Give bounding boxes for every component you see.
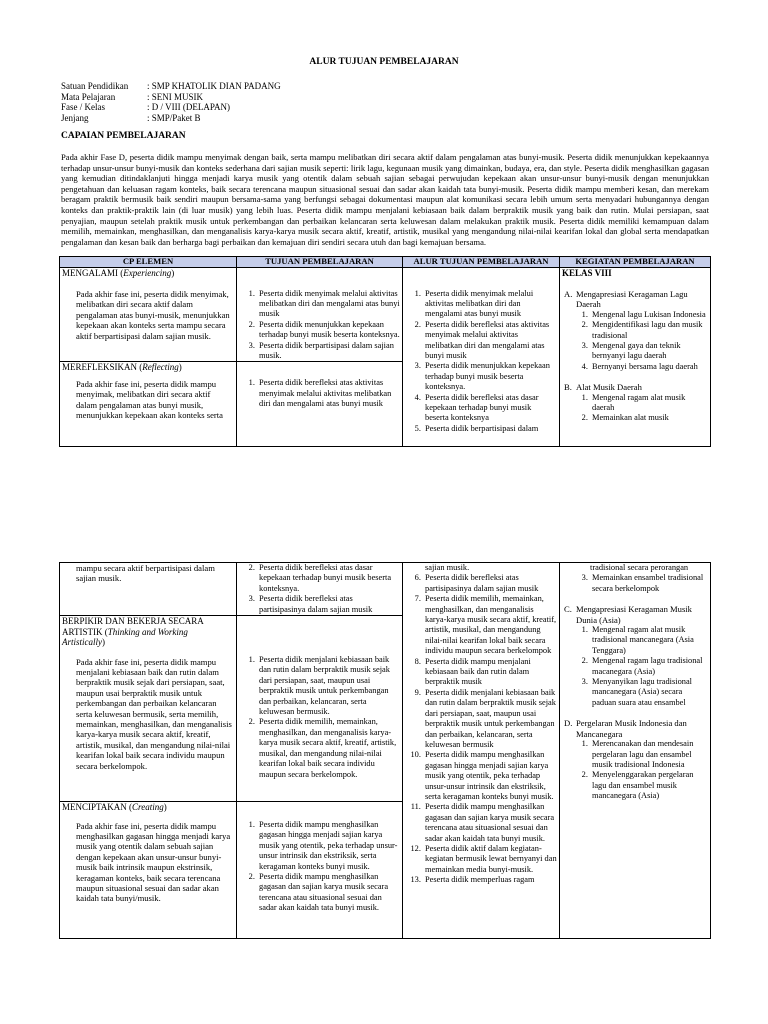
element-name: BERPIKIR DAN BEKERJA SECARA ARTISTIK — [62, 616, 204, 637]
meta-value: : SMP KHATOLIK DIAN PADANG — [147, 81, 281, 91]
activity-continued: tradisional secara perorangan — [590, 563, 689, 572]
list-item: 6. Peserta didik berefleksi atas partisipasinya dalam sajian musik — [423, 573, 557, 594]
element-name: MENCIPTAKAN — [62, 802, 127, 813]
activity-list-a — [562, 310, 708, 372]
table-row — [60, 267, 711, 362]
group-marker: C. — [564, 604, 572, 615]
element-english: Creating — [132, 802, 164, 813]
meta-value: : D / VIII (DELAPAN) — [147, 102, 230, 112]
list-item: 1. Mengenal ragam alat musik tradisional mancanegara (Asia Tenggara) — [590, 625, 708, 656]
list-item: 4. Peserta didik berefleksi atas dasar kepekaan terhadap bunyi musik beserta konteksnya — [423, 393, 557, 424]
list-item: 10. Peserta didik mampu menghasilkan gagasan hingga menjadi sajian karya musik yang otentik, peka terhadap unsur-unsur intrinsik dan ekstriksik, serta keragaman konteks bunyi musik. — [423, 750, 557, 802]
group-title: Mengapresiasi Keragaman Musik Dunia (Asia) — [576, 604, 692, 625]
list-item: 3. Menyanyikan lagu tradisional mancanegara (Asia) secara paduan suara atau ensambel — [590, 677, 708, 708]
activity-list-d — [562, 739, 708, 801]
list-item: 3. Mengenal gaya dan teknik bernyanyi lagu daerah — [590, 341, 708, 362]
list-item: 2. Peserta didik mampu menghasilkan gagasan dan sajian karya musik secara terencana atau situasional sesuai dan sadar akan kaidah tata bunyi musik. — [257, 872, 400, 914]
element-description: Pada akhir fase ini, peserta didik mampu menghasilkan gagasan hingga menjadi karya musik yang otentik dalam sebuah sajian dengan kepekaan akan unsur-unsur bunyi-musik baik intrinsik maupun ekstrinsik, keragaman konteks, baik secara terencana maupun situasional sesuai dan sadar akan kaidah tata bunyi/musik. — [76, 820, 231, 904]
tujuan-wrap — [239, 362, 400, 426]
kelas-label: KELAS VIII — [562, 267, 612, 278]
alur-continued: sajian musik. — [425, 563, 470, 572]
element-title: MENCIPTAKAN (Creating) — [62, 802, 167, 813]
element-menciptakan-cell — [60, 802, 237, 939]
table-header-row — [60, 257, 711, 268]
cp-table-page2 — [59, 562, 711, 939]
element-english: Reflecting — [142, 362, 179, 373]
list-item: 2. Memainkan alat musik — [590, 413, 708, 423]
meta-value: : SMP/Paket B — [147, 112, 201, 123]
activity-group-d — [562, 718, 708, 739]
element-english: Experiencing — [123, 267, 172, 278]
element-description: Pada akhir fase ini, peserta didik mampu menjalani kebiasaan baik dan rutin dalam berpraktik musik sejak dari persiapan, saat, maupun usai berpraktik musik untuk perkembangan dan perbaikan kelancaran serta keluwesan bermusik, serta memilih, memainkan, menghasilkan, dan menganalisis karya-karya musik secara aktif, kreatif, artistik, musikal, dan mengandung nilai-nilai kearifan lokal baik secara individu maupun secara berkelompok. — [76, 656, 232, 771]
list-item: 2. Peserta didik memilih, memainkan, menghasilkan, dan menganalisis karya-karya musik secara aktif, kreatif, artistik, musikal, dan mengandung nilai-nilai kearifan lokal baik secara individu maupun secara berkelompok. — [257, 717, 400, 779]
header-alur: ALUR TUJUAN PEMBELAJARAN — [403, 257, 560, 268]
meta-label: Mata Pelajaran — [61, 91, 116, 102]
element-berpikir-cell — [60, 616, 237, 802]
header-kegiatan: KEGIATAN PEMBELAJARAN — [560, 257, 711, 268]
list-item: 1. Peserta didik mampu menghasilkan gagasan hingga menjadi sajian karya musik yang otentik, peka terhadap unsur-unsur intrinsik dan ekstriksik, serta keragaman konteks bunyi musik. — [257, 820, 400, 872]
element-wrap — [62, 362, 234, 426]
list-item: 12. Peserta didik aktif dalam kegiatan-kegiatan bermusik lewat bernyanyi dan memainkan media bunyi-musik. — [423, 844, 557, 875]
header-cp-elemen: CP ELEMEN — [60, 257, 237, 268]
element-description-continued: mampu secara aktif berpartisipasi dalam sajian musik. — [76, 563, 215, 584]
tujuan-list — [239, 563, 400, 615]
capaian-paragraph: Pada akhir Fase D, peserta didik mampu menyimak dengan baik, serta mampu melibatkan diri secara aktif dalam pengalaman atas bunyi-musik. Peserta didik menunjukkan kepekaannya terhadap unsur-unsur bunyi-musik dan konteks sederhana dari sajian musik seperti: lirik lagu, kegunaan musik yang dimainkan, budaya, era, dan style. Peserta didik menghasilkan gagasan yang kemudian ditindaklanjuti hingga menjadi karya musik yang otentik dalam sebuah sajian sebagai perwujudan kepekaan akan unsur-unsur bunyi-musik dengan menunjukkan pengetahuan dan keluasan ragam konteks, baik secara terencana maupun situasional sesuai dan sadar akan kaidah tata bunyi-musik. Peserta didik mampu memberi kesan, dan merekam beragam praktik bermusik baik sendiri maupun bersama-sama yang berfungsi sebagai dokumentasi maupun alat komunikasi secara lebih umum serta menyadari hubungannya dengan konteks dan praktik-praktik lain (di luar musik) yang lebih luas. Peserta didik mampu menjalani kebiasaan baik dalam berpraktik musik yang baik dan rutin. Mulai persiapan, saat penyajian, maupun setelah praktik musik untuk perkembangan dan perbaikan kelancaran serta keluwesan dalam melakukan praktik musik. Peserta didik memiliki kemampuan dalam memilih, memainkan, menghasilkan, dan menganalisis karya-karya musik secara aktif, kreatif, artistik, musikal yang mengandung nilai-nilai kearifan lokal dan global serta mendapatkan pengalaman dan kesan baik dan berharga bagi perbaikan dan kemajuan diri sendiri secara utuh dan bagi kemajuan bersama. — [61, 152, 709, 247]
activity-group-c — [562, 604, 708, 625]
meta-row-level — [61, 113, 281, 124]
tujuan-cell-3 — [237, 616, 403, 802]
element-continued-cell — [60, 563, 237, 616]
element-name: MEREFLEKSIKAN — [62, 362, 138, 373]
list-item: 2. Menyelenggarakan pergelaran lagu dan ensambel musik mancanegara (Asia) — [590, 770, 708, 801]
activity-list-b — [562, 393, 708, 424]
tujuan-cell-2 — [237, 362, 403, 447]
element-mengalami-cell — [60, 267, 237, 362]
alur-list — [405, 573, 557, 885]
kegiatan-wrap — [562, 563, 708, 937]
meta-label: Satuan Pendidikan — [61, 81, 129, 91]
kegiatan-wrap — [562, 268, 708, 437]
element-merefleksikan-cell — [60, 362, 237, 447]
list-item: 3. Peserta didik berpartisipasi dalam sajian musik. — [257, 341, 400, 362]
list-item: 1. Peserta didik menyimak melalui aktivitas melibatkan diri dan mengalami atas bunyi musik — [257, 289, 400, 320]
list-item: 1. Peserta didik menyimak melalui aktivitas melibatkan diri dan mengalami atas bunyi musik — [423, 289, 557, 320]
capaian-heading: CAPAIAN PEMBELAJARAN — [61, 131, 186, 141]
element-title: BERPIKIR DAN BEKERJA SECARA ARTISTIK (Thinking and Working Artistically) — [62, 616, 204, 648]
element-title: MENGALAMI (Experiencing) — [62, 267, 175, 278]
element-description: Pada akhir fase ini, peserta didik menyimak, melibatkan diri secara aktif dalam pengalaman atas bunyi-musik, menunjukkan kepekaan akan konteks serta mampu secara aktif berpartisipasi dalam sajian musik. — [76, 289, 230, 341]
header-tujuan: TUJUAN PEMBELAJARAN — [237, 257, 403, 268]
meta-label: Fase / Kelas — [61, 102, 105, 112]
list-item: 1. Peserta didik menjalani kebiasaan baik dan rutin dalam berpraktik musik sejak dari persiapan, saat, maupun usai berpraktik musik untuk perkembangan dan perbaikan, kelancaran, serta keluwesan bermusik. — [257, 655, 400, 717]
alur-wrap — [405, 268, 557, 437]
list-item: 2. Peserta didik berefleksi atas aktivitas menyimak melalui aktivitas melibatkan diri dan mengalami atas bunyi musik — [423, 320, 557, 362]
group-marker: A. — [564, 289, 573, 299]
alur-cell — [403, 267, 560, 447]
list-item: 2. Peserta didik berefleksi atas dasar kepekaan terhadap bunyi musik beserta konteksnya. — [257, 563, 400, 594]
tujuan-cell-4 — [237, 802, 403, 939]
group-title: Mengapresiasi Keragaman Lagu Daerah — [576, 289, 688, 310]
activity-list-c — [562, 625, 708, 708]
element-name: MENGALAMI — [62, 267, 118, 278]
meta-row-subject — [61, 92, 281, 103]
group-marker: D. — [564, 718, 573, 729]
activity-group-a — [562, 289, 708, 310]
meta-row-phase — [61, 102, 281, 113]
tujuan-list — [239, 378, 400, 409]
list-item: 8. Peserta didik mampu menjalani kebiasaan baik dan rutin dalam berpraktik musik — [423, 657, 557, 688]
list-item: 9. Peserta didik menjalani kebiasaan baik dan rutin dalam berpraktik musik sejak dari persiapan, saat, maupun usai berpraktik musik untuk perkembangan dan perbaikan, kelancaran, serta keluwesan bermusik — [423, 688, 557, 750]
group-title: Alat Musik Daerah — [576, 382, 642, 393]
tujuan-list — [239, 820, 400, 914]
meta-value: : SENI MUSIK — [147, 91, 204, 102]
tujuan-cell-1 — [237, 267, 403, 362]
kegiatan-cell — [560, 267, 711, 447]
list-item: 1. Merencanakan dan mendesain pergelaran lagu dan ensambel musik tradisional Indonesia — [590, 739, 708, 770]
group-marker: B. — [564, 382, 572, 393]
list-item: 4. Bernyanyi bersama lagu daerah — [590, 362, 708, 372]
identity-block — [61, 81, 281, 123]
list-item: 1. Mengenal lagu Lukisan Indonesia — [590, 310, 708, 320]
list-item: 2. Mengenal ragam lagu tradisional macanegara (Asia) — [590, 656, 708, 677]
meta-label: Jenjang — [61, 112, 89, 123]
tujuan-cell-continued — [237, 563, 403, 616]
element-title: MEREFLEKSIKAN (Reflecting) — [62, 362, 182, 373]
meta-row-school — [61, 81, 281, 92]
kegiatan-cell-continued — [560, 563, 711, 939]
list-item: 13. Peserta didik memperluas ragam — [423, 875, 557, 885]
activity-group-b — [562, 382, 708, 392]
activity-list-b — [562, 573, 708, 594]
alur-cell-continued — [403, 563, 560, 939]
alur-wrap — [405, 563, 557, 937]
page-title: ALUR TUJUAN PEMBELAJARAN — [309, 57, 459, 67]
group-title: Pergelaran Musik Indonesia dan Mancanegara — [576, 718, 687, 739]
element-english: Thinking and Working Artistically — [62, 626, 188, 648]
list-item: 7. Peserta didik memilih, memainkan, menghasilkan, dan menganalisis karya-karya musik secara aktif, kreatif, artistik, musikal, dan mengandung nilai-nilai kearifan lokal baik secara individu maupun secara berkelompok — [423, 594, 557, 656]
list-item: 11. Peserta didik mampu menghasilkan gagasan dan sajian karya musik secara terencana atau situasional sesuai dan sadar akan kaidah tata bunyi musik. — [423, 802, 557, 844]
list-item: 1. Mengenal ragam alat musik daerah — [590, 393, 708, 414]
list-item: 1. Peserta didik berefleksi atas aktivitas menyimak melalui aktivitas melibatkan diri dan mengalami atas bunyi musik — [257, 378, 400, 409]
list-item: 5. Peserta didik berpartisipasi dalam — [423, 424, 557, 434]
table-row — [60, 563, 711, 616]
list-item: 2. Mengidentifikasi lagu dan musik tradisional — [590, 320, 708, 341]
tujuan-list — [239, 289, 400, 362]
cp-table-page1 — [59, 256, 711, 447]
alur-list — [405, 289, 557, 435]
tujuan-list — [239, 655, 400, 780]
list-item: 2. Peserta didik menunjukkan kepekaan terhadap bunyi musik beserta konteksnya. — [257, 320, 400, 341]
list-item: 3. Peserta didik berefleksi atas partisipasinya dalam sajian musik — [257, 594, 400, 615]
element-description: Pada akhir fase ini, peserta didik mampu menyimak, melibatkan diri secara aktif dalam pengalaman atas bunyi musik, menunjukkan kepekaan akan konteks serta — [76, 378, 223, 421]
list-item: 3. Peserta didik menunjukkan kepekaan terhadap bunyi musik beserta konteksnya. — [423, 361, 557, 392]
list-item: 3. Memainkan ensambel tradisional secara berkelompok — [590, 573, 708, 594]
